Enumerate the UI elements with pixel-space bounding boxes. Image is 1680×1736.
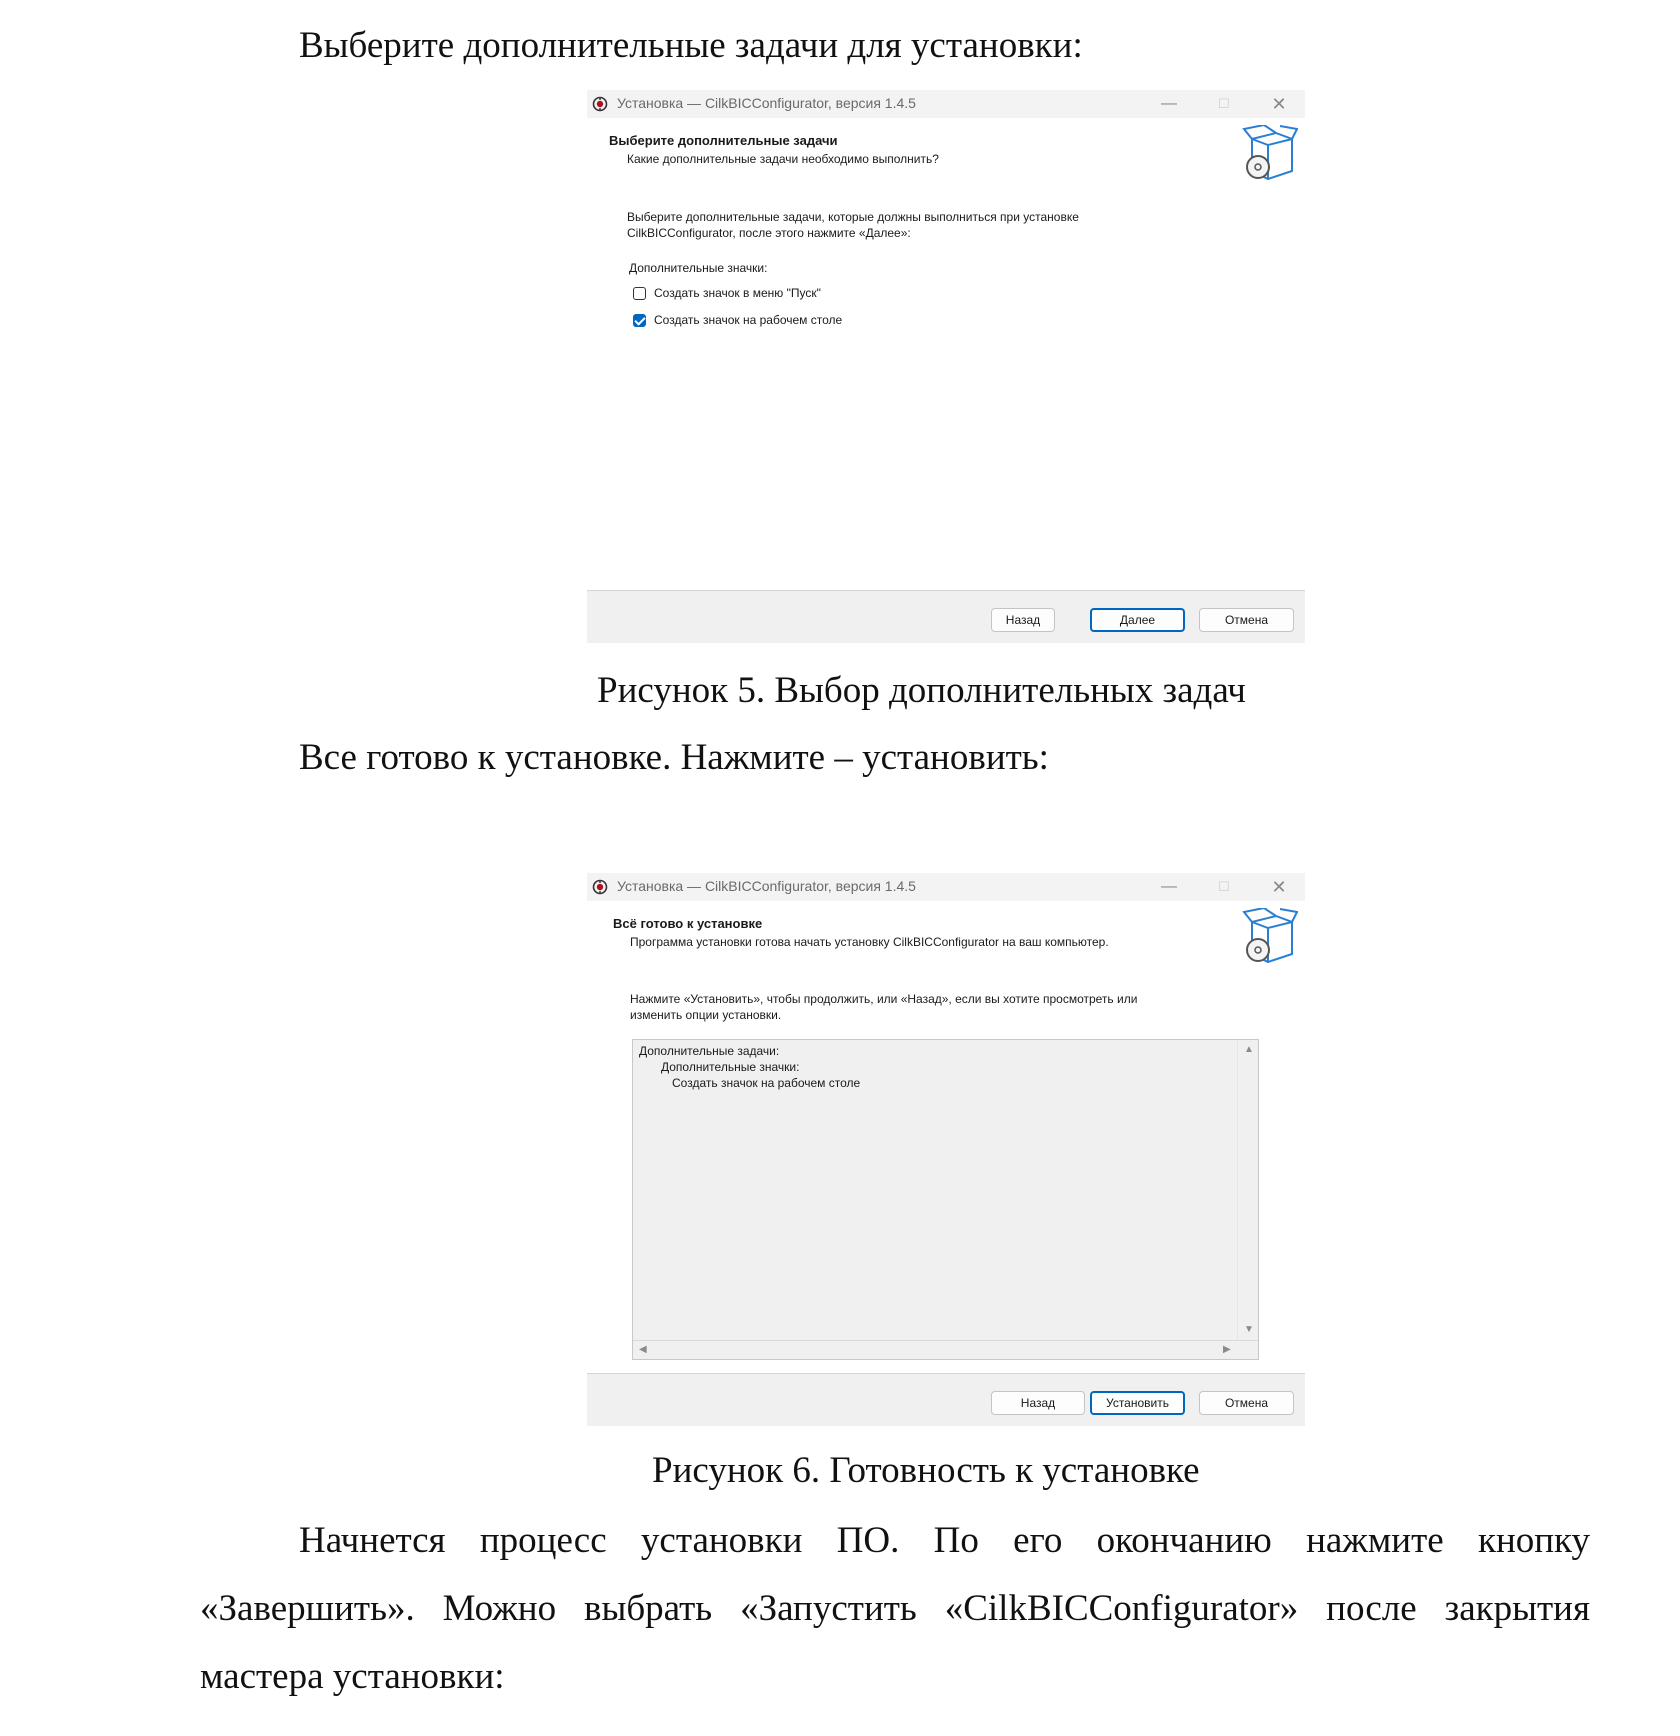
page-subtitle: Программа установки готова начать установку CilkBICConfigurator на ваш компьютер. — [630, 935, 1109, 949]
back-button[interactable]: Назад — [991, 608, 1055, 632]
maximize-icon[interactable]: ☐ — [1218, 96, 1230, 111]
installer-window-tasks — [587, 90, 1305, 645]
install-button[interactable]: Установить — [1090, 1391, 1185, 1415]
installer-window-ready — [587, 873, 1305, 1428]
page-title: Выберите дополнительные задачи — [609, 133, 838, 148]
cancel-button[interactable]: Отмена — [1199, 1391, 1294, 1415]
horizontal-scrollbar[interactable] — [633, 1340, 1258, 1359]
memo-line-desktop: Создать значок на рабочем столе — [672, 1076, 861, 1090]
scroll-right-icon[interactable]: ▶ — [1223, 1344, 1231, 1355]
minimize-icon[interactable]: — — [1161, 878, 1177, 895]
start-menu-icon-option[interactable] — [633, 285, 821, 301]
instruction-line-1: Нажмите «Установить», чтобы продолжить, или «Назад», если вы хотите просмотреть или — [630, 992, 1138, 1006]
paragraph-line-3: мастера установки: — [200, 1656, 505, 1697]
paragraph-line-1: Начнется процесс установки ПО. По его окончанию нажмите кнопку — [299, 1520, 1590, 1561]
cancel-button[interactable]: Отмена — [1199, 608, 1294, 632]
instruction-text — [630, 991, 1230, 1023]
desktop-checkbox[interactable] — [633, 314, 646, 327]
close-icon[interactable]: ✕ — [1271, 94, 1287, 114]
desktop-option-label: Создать значок на рабочем столе — [654, 313, 843, 327]
minimize-icon[interactable]: — — [1161, 95, 1177, 112]
title-bar — [587, 90, 1305, 118]
window-title: Установка — CilkBICConfigurator, версия 1.4.5 — [617, 95, 916, 111]
start-menu-checkbox[interactable] — [633, 287, 646, 300]
back-button[interactable]: Назад — [991, 1391, 1085, 1415]
intro-text-1: Выберите дополнительные задачи для установки: — [299, 25, 1083, 66]
page-subtitle: Какие дополнительные задачи необходимо выполнить? — [627, 152, 939, 166]
paragraph-line-2: «Завершить». Можно выбрать «Запустить «CilkBICConfigurator» после закрытия — [200, 1588, 1590, 1629]
desktop-icon-option[interactable] — [633, 312, 842, 328]
instruction-line-2: CilkBICConfigurator, после этого нажмите «Далее»: — [627, 226, 911, 240]
instruction-line-2: изменить опции установки. — [630, 1008, 782, 1022]
figure-caption-5: Рисунок 5. Выбор дополнительных задач — [597, 670, 1246, 711]
maximize-icon[interactable]: ☐ — [1218, 879, 1230, 894]
page-title: Всё готово к установке — [613, 916, 763, 931]
scroll-left-icon[interactable]: ◀ — [639, 1344, 647, 1355]
button-bar — [587, 1373, 1305, 1426]
instruction-text — [627, 209, 1187, 241]
scroll-down-icon[interactable]: ▼ — [1244, 1324, 1254, 1335]
icons-group-label: Дополнительные значки: — [629, 261, 768, 275]
package-icon — [1242, 125, 1298, 185]
intro-text-2: Все готово к установке. Нажмите – установить: — [299, 737, 1049, 778]
start-menu-option-label: Создать значок в меню "Пуск" — [654, 286, 821, 300]
app-icon — [592, 879, 608, 895]
summary-memo[interactable] — [632, 1039, 1259, 1360]
app-icon — [592, 96, 608, 112]
scroll-up-icon[interactable]: ▲ — [1244, 1044, 1254, 1055]
instruction-line-1: Выберите дополнительные задачи, которые должны выполниться при установке — [627, 210, 1079, 224]
memo-line-tasks: Дополнительные задачи: — [639, 1044, 780, 1058]
window-title: Установка — CilkBICConfigurator, версия 1.4.5 — [617, 878, 916, 894]
title-bar — [587, 873, 1305, 901]
figure-caption-6: Рисунок 6. Готовность к установке — [652, 1450, 1200, 1491]
button-bar — [587, 590, 1305, 643]
close-icon[interactable]: ✕ — [1271, 877, 1287, 897]
next-button[interactable]: Далее — [1090, 608, 1185, 632]
memo-line-icons: Дополнительные значки: — [661, 1060, 800, 1074]
vertical-scrollbar[interactable] — [1237, 1040, 1258, 1342]
package-icon — [1242, 908, 1298, 968]
